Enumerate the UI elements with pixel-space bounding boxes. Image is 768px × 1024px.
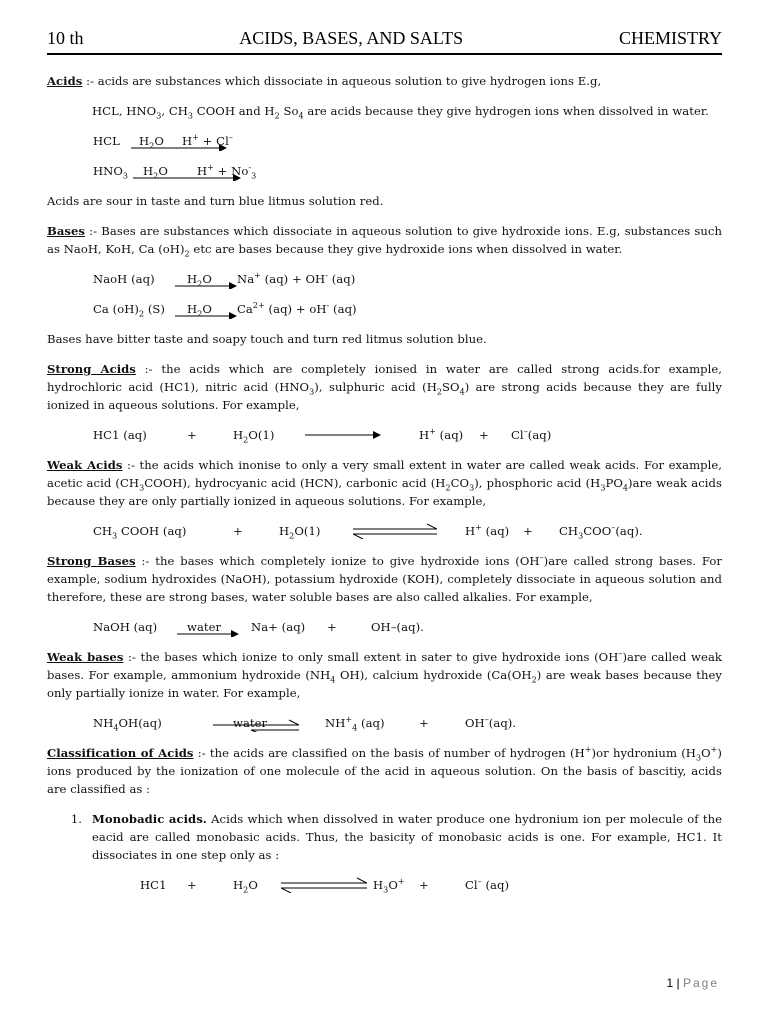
strong-base-equation: NaOH (aq) water Na+ (aq) + OH–(aq). (47, 618, 722, 636)
acid-equation-2: $HNO_3$ $H_2O$ $H^+ + No^-_3$ (93, 163, 257, 181)
equilibrium-arrow-icon (281, 877, 367, 893)
acids-property: Acids are sour in taste and turn blue litmus solution red. (47, 194, 384, 208)
page-label: Page (682, 976, 719, 990)
weak-acids-term: Weak Acids (47, 458, 123, 472)
equilibrium-arrow-icon (213, 716, 299, 732)
strong-acid-equation: HC1 (aq) + $H_2O(1)$ H+ (aq) + Cl–(aq) (93, 427, 552, 445)
reaction-arrow-icon (177, 623, 239, 637)
reaction-arrow-icon (175, 305, 237, 319)
weak-bases-definition: Weak bases :- the bases which ionize to only small extent in sater to give hydroxide ions (OH–)are called weak bases. For example, ammonium hydroxide ($NH_4$ OH), calcium hydroxide ($Ca(OH_2)$ are weak bases because they only partially ionize in water. For example, (47, 649, 722, 700)
reaction-arrow-icon (175, 275, 237, 289)
acids-term: Acids (47, 74, 83, 88)
classification-term: Classification of Acids (47, 746, 194, 760)
page-footer: 1 | Page (666, 976, 719, 990)
strong-bases-definition: Strong Bases :- the bases which completely ionize to give hydroxide ions (OH–)are called strong bases. For example, sodium hydroxides (NaOH), potassium hydroxide (KOH), completely dissociate in aqueous solution and therefore, these are strong bases, water soluble bases are also called alkalies. For example, (47, 553, 722, 604)
base-equation-1: NaoH (aq) $H_2O$ Na+ (aq) + OH- (aq) (93, 271, 356, 289)
header-subject: CHEMISTRY (618, 28, 722, 48)
strong-bases-term: Strong Bases (47, 554, 136, 568)
monobasic-equation: HC1 + $H_2O$ $H_3O^+$ + Cl– (aq) (140, 877, 510, 895)
header-grade: 10 th (47, 28, 84, 48)
weak-base-equation: $NH_4OH(aq)$ water $NH^+_4$ (aq) + OH–(aq). (93, 715, 517, 733)
document-body (47, 72, 722, 906)
strong-acids-term: Strong Acids (47, 362, 136, 376)
acids-examples: HCL, $HNO_3$, $CH_3$ COOH and $H_2$ $So_4$ are acids because they give hydrogen ions when dissolved in water. (92, 104, 709, 121)
acids-definition: Acids :- acids are substances which dissociate in aqueous solution to give hydrogen ions E.g, (47, 74, 602, 88)
reaction-arrow-icon (305, 428, 381, 442)
weak-acids-definition: Weak Acids :- the acids which inonise to only a very small extent in water are called weak acids. For example, acetic acid $(CH_3COOH)$, hydrocyanic acid (HCN), carbonic acid $(H_2CO_3)$, phosphoric acid $(H_3PO_4)are$ weak acids because they are only partially ionized in aqueous solutions. For example, (47, 458, 723, 508)
page-number: 1 (666, 976, 674, 990)
base-equation-2: Ca $(oH)_2$ (S) $H_2O$ $Ca^{2+}$ (aq) + oH- (aq) (93, 301, 357, 319)
classification-list (47, 810, 722, 864)
strong-acids-definition: Strong Acids :- the acids which are completely ionised in water are called strong acids.for example, hydrochloric acid (HC1), nitric acid $(HNO_3)$, sulphuric acid $(H_2SO_4)$ are strong acids because they are fully ionized in aqueous solutions. For example, (47, 362, 722, 412)
header-rule (47, 53, 722, 55)
bases-property: Bases have bitter taste and soapy touch and turn red litmus solution blue. (47, 332, 487, 346)
acid-equation-1: HCL $H_2O$ H+ + Cl– (93, 133, 233, 151)
weak-bases-term: Weak bases (47, 650, 124, 664)
list-item: 1. Monobadic acids. Acids which when dissolved in water produce one hydronium ion per molecule of the eacid are called monobasic acids. Thus, the basicity of monobasic acids is one. For example, HC1. It dissociates in one step only as : (70, 812, 722, 862)
bases-term: Bases (47, 224, 85, 238)
bases-definition: Bases :- Bases are substances which dissociate in aqueous solution to give hydroxide ions. E.g, substances such as NaoH, KoH, Ca $(oH)_2$ etc are bases because they give hydroxide ions when dissolved in water. (47, 224, 722, 259)
equilibrium-arrow-icon (353, 523, 437, 539)
classification-definition: Classification of Acids :- the acids are classified on the basis of number of hydrogen (H+)or hydronium $(H_3O^+)$ ions produced by the ionization of one molecule of the acid in aqueous solution. On the basis of bascitiy, acids are classified as : (47, 745, 722, 796)
page-header (47, 28, 722, 52)
weak-acid-equation: $CH_3$ COOH (aq) + $H_2O(1)$ H+ (aq) + $CH_3COO^-(aq)$. (93, 523, 643, 541)
header-title: ACIDS, BASES, AND SALTS (239, 28, 464, 48)
